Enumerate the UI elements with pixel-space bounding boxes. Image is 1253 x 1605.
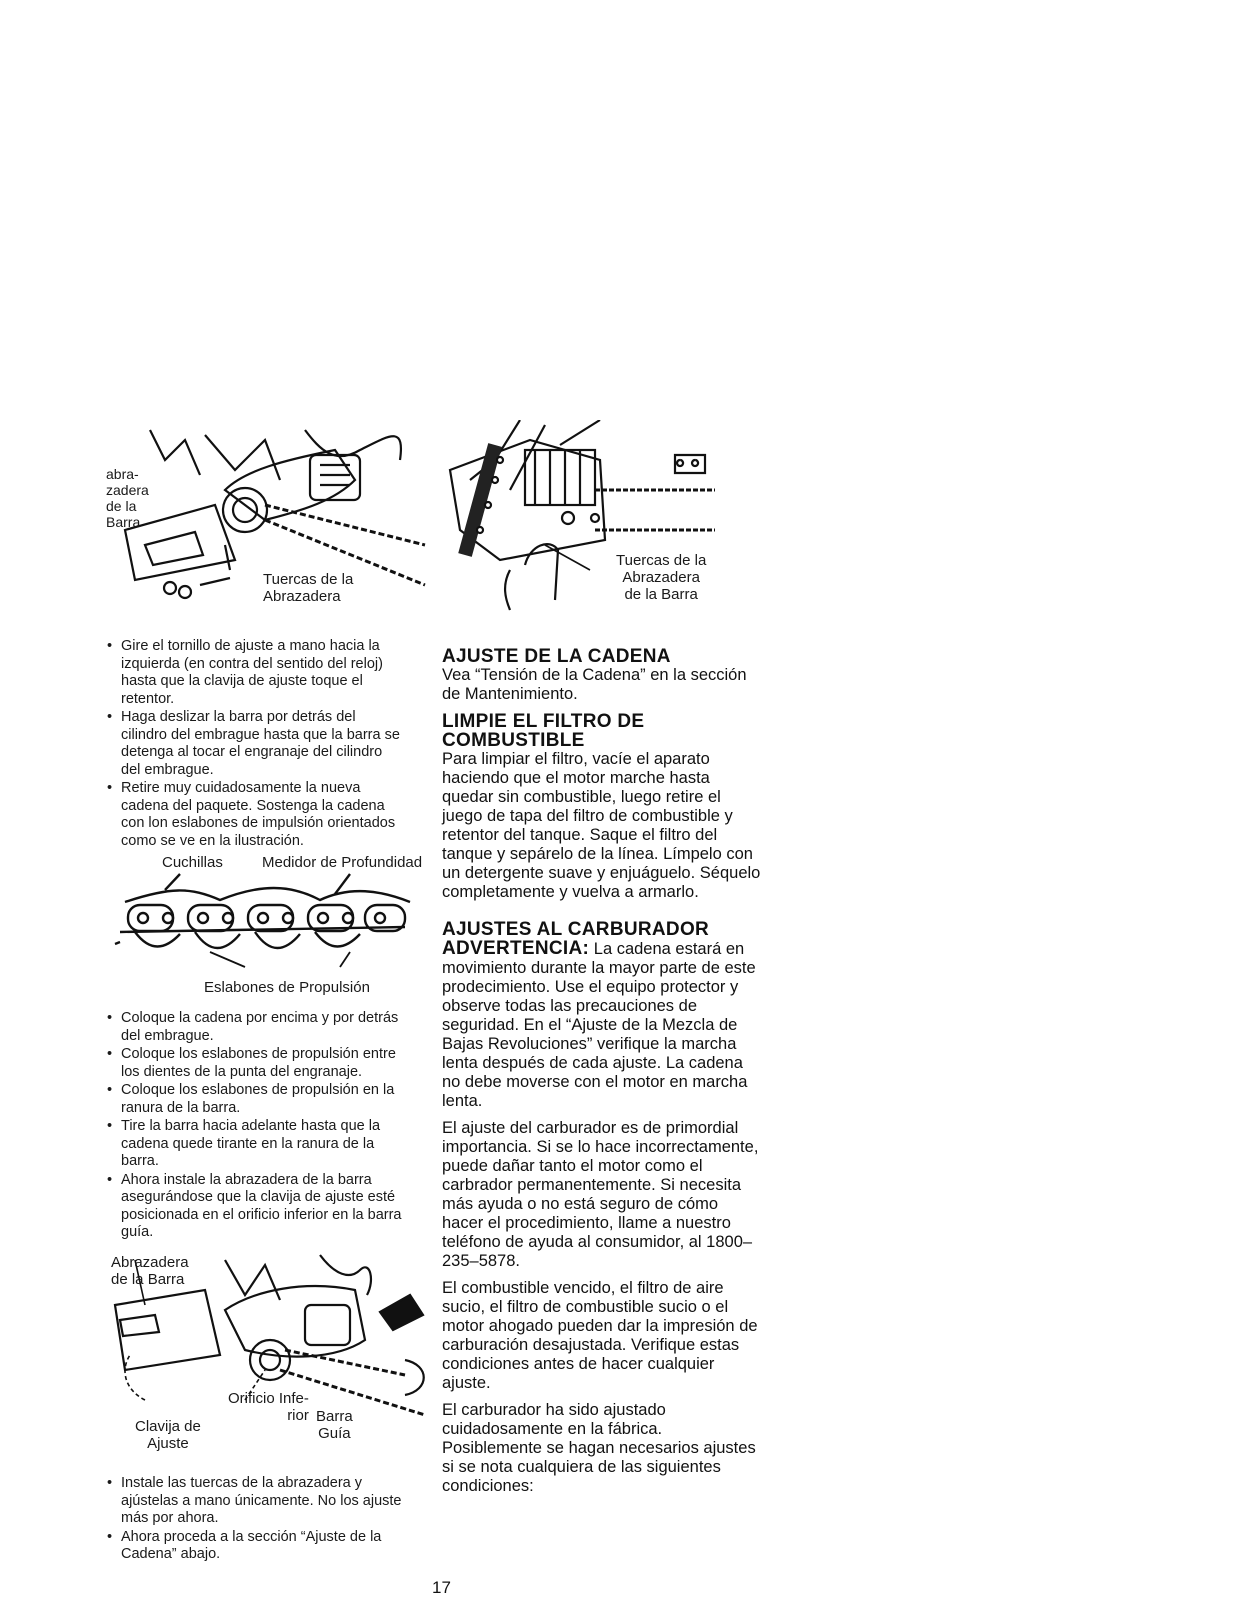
list-item: • Ahora proceda a la sección “Ajuste de la Cadena” abajo. <box>107 1529 402 1564</box>
list-item: • Tire la barra hacia adelante hasta que la cadena quede tirante en la ranura de la barra. <box>107 1118 402 1171</box>
right-column <box>442 647 762 1504</box>
list-item: • Instale las tuercas de la abrazadera y ajústelas a mano únicamente. No los ajuste más por ahora. <box>107 1475 402 1528</box>
paragraph-factory: El carburador ha sido ajustado cuidadosamente en la fábrica. Posiblemente se hagan necesarios ajustes si se nota cualquiera de las siguientes condiciones: <box>442 1401 756 1495</box>
fig3-bar-clamp-label: Abrazadera de la Barra <box>111 1254 189 1288</box>
paragraph-conditions: El combustible vencido, el filtro de aire sucio, el filtro de combustible sucio o el motor ahogado pueden dar la impresión de carburación desajustada. Verifique estas condiciones antes de hacer cualquier ajuste. <box>442 1279 758 1392</box>
fig3-adjust-pin-label: Clavija de Ajuste <box>135 1418 201 1452</box>
fig1-bar-clamp-label: abra- zadera de la Barra <box>106 466 149 530</box>
instructions-list-1 <box>107 638 402 851</box>
list-item: • Gire el tornillo de ajuste a mano hacia la izquierda (en contra del sentido del reloj) hasta que la clavija de ajuste toque el retentor. <box>107 638 402 708</box>
fig3-bar-label: Barra Guía <box>316 1408 353 1442</box>
list-item: • Haga deslizar la barra por detrás del cilindro del embrague hasta que la barra se detenga al tocar el engranaje del cilindro del embrague. <box>107 709 402 779</box>
section-text-carburetor <box>442 939 762 1496</box>
warning-text: La cadena estará en movimiento durante la mayor parte de este prodecimiento. Use el equipo protector y observe todas las precauciones de seguridad. En el “Ajuste de la Mezcla de Bajas Revoluciones” verifique la marcha lenta después de cada ajuste. La cadena no debe moverse con el motor en marcha lenta. <box>442 940 756 1110</box>
chain-depth-gauge-label: Medidor de Profundidad <box>262 854 423 871</box>
chain-drive-links-label: Eslabones de Propulsión <box>204 979 370 996</box>
section-text-chain-adjustment: Vea “Tensión de la Cadena” en la sección de Mantenimiento. <box>442 666 747 703</box>
warning-lead: ADVERTENCIA: <box>442 938 590 959</box>
list-item: • Retire muy cuidadosamente la nueva cadena del paquete. Sostenga la cadena con lon eslabones de impulsión orientados como se ve en la ilustración. <box>107 780 402 850</box>
list-item: • Coloque los eslabones de propulsión en la ranura de la barra. <box>107 1082 402 1117</box>
saw-chain-illustration <box>110 872 420 972</box>
fig2-nuts-label: Tuercas de la Abrazadera de la Barra <box>616 552 707 603</box>
section-title-chain-adjustment: AJUSTE DE LA CADENA <box>442 646 671 667</box>
list-item: • Coloque la cadena por encima y por detrás del embrague. <box>107 1010 402 1045</box>
fig1-nuts-label: Tuercas de la Abrazadera <box>263 571 354 605</box>
fig3-lower-hole-label: Orificio Infe- rior <box>228 1390 309 1424</box>
instructions-list-3 <box>107 1475 402 1565</box>
section-text-fuel-filter: Para limpiar el filtro, vacíe el aparato haciendo que el motor marche hasta quedar sin combustible, luego retire el juego de tapa del filtro de combustible y retentor del tanque. Saque el filtro del tanque y sepárelo de la línea. Límpelo con un detergente suave y enjuáguelo. Séquelo completamente y vuelva a armarlo. <box>442 750 761 901</box>
list-item: • Ahora instale la abrazadera de la barra asegurándose que la clavija de ajuste esté posicionada en el orificio inferior en la barra guía. <box>107 1172 402 1242</box>
section-title-fuel-filter: LIMPIE EL FILTRO DE COMBUSTIBLE <box>442 711 645 751</box>
section-title-carburetor: AJUSTES AL CARBURADOR <box>442 919 710 940</box>
page-number: 17 <box>432 1578 451 1597</box>
instructions-list-2 <box>107 1010 402 1243</box>
list-item: • Coloque los eslabones de propulsión entre los dientes de la punta del engranaje. <box>107 1046 402 1081</box>
paragraph-importance: El ajuste del carburador es de primordial importancia. Si se lo hace incorrectamente, puede dañar tanto el motor como el carbrador permanentemente. Si necesita más ayuda o no está seguro de cómo hacer el procedimiento, llame a nuestro teléfono de ayuda al consumidor, al 1800–235–5878. <box>442 1119 759 1270</box>
chain-cutters-label: Cuchillas <box>162 854 223 871</box>
